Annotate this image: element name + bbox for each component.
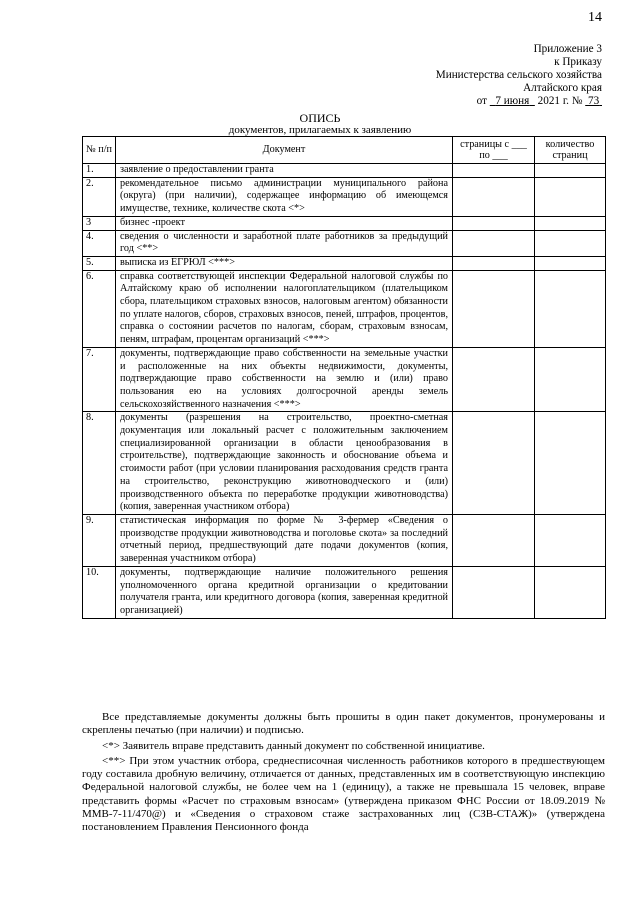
row-document: справка соответствующей инспекции Федеральной налоговой службы по Алтайскому краю об исполнении налогоплательщиком (плательщиком сбора, плательщиком страховых взносов, налоговым агентом) обязанности по уплате налогов, сборов, страховых взносов, пеней, штрафов, процентов, справка о состоянии расчетов по налогам, сборам, страховым взносам, пеням, штрафам, процентам организаций <***> xyxy=(116,270,453,347)
appendix-label: Приложение 3 xyxy=(533,43,602,55)
table-row xyxy=(83,230,606,256)
table-row xyxy=(83,177,606,216)
table-row xyxy=(83,270,606,347)
date-day-month: 7 июня xyxy=(495,95,530,107)
row-pages-cell xyxy=(453,270,535,347)
row-number: 5. xyxy=(83,256,116,270)
row-number: 9. xyxy=(83,514,116,566)
appendix-header xyxy=(362,43,602,108)
number-sign: № xyxy=(571,95,583,107)
row-pages-cell xyxy=(453,177,535,216)
document-subtitle: документов, прилагаемых к заявлению xyxy=(228,124,412,136)
header-pages-range: страницы с ___ по ___ xyxy=(453,137,535,164)
table-row xyxy=(83,514,606,566)
row-count-cell xyxy=(535,256,606,270)
row-count-cell xyxy=(535,514,606,566)
table-header-row xyxy=(83,137,606,164)
row-document: заявление о предоставлении гранта xyxy=(116,164,453,178)
header-number: № п/п xyxy=(83,137,116,164)
note-optional-document: <*> Заявитель вправе представить данный документ по собственной инициативе. xyxy=(102,739,485,752)
row-pages-cell xyxy=(453,230,535,256)
row-document: рекомендательное письмо администрации муниципального района (округа) (при наличии), содержащее информацию об имеющемся имуществе, технике, количестве скота <*> xyxy=(116,177,453,216)
date-prefix: от xyxy=(476,95,487,107)
row-number: 4. xyxy=(83,230,116,256)
row-number: 3 xyxy=(83,216,116,230)
table-row xyxy=(83,566,606,618)
region-label: Алтайского края xyxy=(523,82,602,94)
row-pages-cell xyxy=(453,164,535,178)
table-row xyxy=(83,347,606,412)
row-count-cell xyxy=(535,177,606,216)
row-document: бизнес -проект xyxy=(116,216,453,230)
row-document: документы, подтверждающие право собственности на земельные участки и расположенные на них объекты недвижимости, документы, подтверждающие право собственности на землю и (или) право пользования ею на условиях долгосрочной аренды земель сельскохозяйственного назначения <***> xyxy=(116,347,453,412)
row-document: документы, подтверждающие наличие положительного решения уполномоченного органа кредитной организации о кредитовании получателя гранта, или кредитного договора (копия, заверенная кредитной организацией) xyxy=(116,566,453,618)
order-number: 73 xyxy=(588,95,600,107)
ministry-label: Министерства сельского хозяйства xyxy=(435,69,602,81)
note-binding-requirement: Все представляемые документы должны быть прошиты в один пакет документов, пронумерованы и скреплены печатью (при наличии) и подписью. xyxy=(82,711,605,737)
row-count-cell xyxy=(535,216,606,230)
page-number: 14 xyxy=(588,10,602,25)
row-count-cell xyxy=(535,412,606,515)
row-number: 2. xyxy=(83,177,116,216)
row-pages-cell xyxy=(453,216,535,230)
order-date-line xyxy=(362,95,602,108)
row-count-cell xyxy=(535,164,606,178)
row-pages-cell xyxy=(453,347,535,412)
order-label: к Приказу xyxy=(554,56,602,68)
row-number: 8. xyxy=(83,412,116,515)
row-pages-cell xyxy=(453,514,535,566)
row-count-cell xyxy=(535,230,606,256)
date-year: 2021 г. xyxy=(537,95,569,107)
header-page-count: количество страниц xyxy=(535,137,606,164)
row-count-cell xyxy=(535,566,606,618)
notes-section xyxy=(82,711,605,837)
row-document: документы (разрешения на строительство, проектно-сметная документация или локальный расчет с положительным заключением специализированной организации в области ценообразования в строительстве), подтверждающие законность и обоснование объема и стоимости работ (при условии планирования расходования средств гранта на строительство, реконструкцию животноводческого и (или) производственного объекта по переработке продукции животноводства) (копия, заверенная участником отбора) xyxy=(116,412,453,515)
table-row xyxy=(83,164,606,178)
table-row xyxy=(83,412,606,515)
row-document: статистическая информация по форме № 3-фермер «Сведения о производстве продукции животноводства и поголовье скота» за последний отчетный период, предшествующий дате подачи документов (копия, заверенная участником отбора) xyxy=(116,514,453,566)
row-document: сведения о численности и заработной плате работников за предыдущий год <**> xyxy=(116,230,453,256)
row-number: 1. xyxy=(83,164,116,178)
note-employee-count: <**> При этом участник отбора, среднесписочная численность работников которого в предшествующем году составила дробную величину, отличается от данных, представленных им в соответствующую инспекцию Федеральной налоговой службы, не более чем на 1 (единицу), а также не превышала 15 человек, вправе представить формы «Расчет по страховым взносам» (утверждена приказом ФНС России от 18.09.2019 № ММВ-7-11/470@) и «Сведения о страховом стаже застрахованных лиц (СЗВ-СТАЖ)» (утверждена постановлением Правления Пенсионного фонда xyxy=(82,754,605,834)
row-count-cell xyxy=(535,347,606,412)
row-number: 10. xyxy=(83,566,116,618)
documents-table xyxy=(82,136,606,619)
row-count-cell xyxy=(535,270,606,347)
row-document: выписка из ЕГРЮЛ <***> xyxy=(116,256,453,270)
table-row xyxy=(83,256,606,270)
row-pages-cell xyxy=(453,412,535,515)
row-pages-cell xyxy=(453,256,535,270)
row-number: 6. xyxy=(83,270,116,347)
row-number: 7. xyxy=(83,347,116,412)
row-pages-cell xyxy=(453,566,535,618)
table-row xyxy=(83,216,606,230)
document-title: ОПИСЬ xyxy=(299,111,341,125)
header-document: Документ xyxy=(116,137,453,164)
